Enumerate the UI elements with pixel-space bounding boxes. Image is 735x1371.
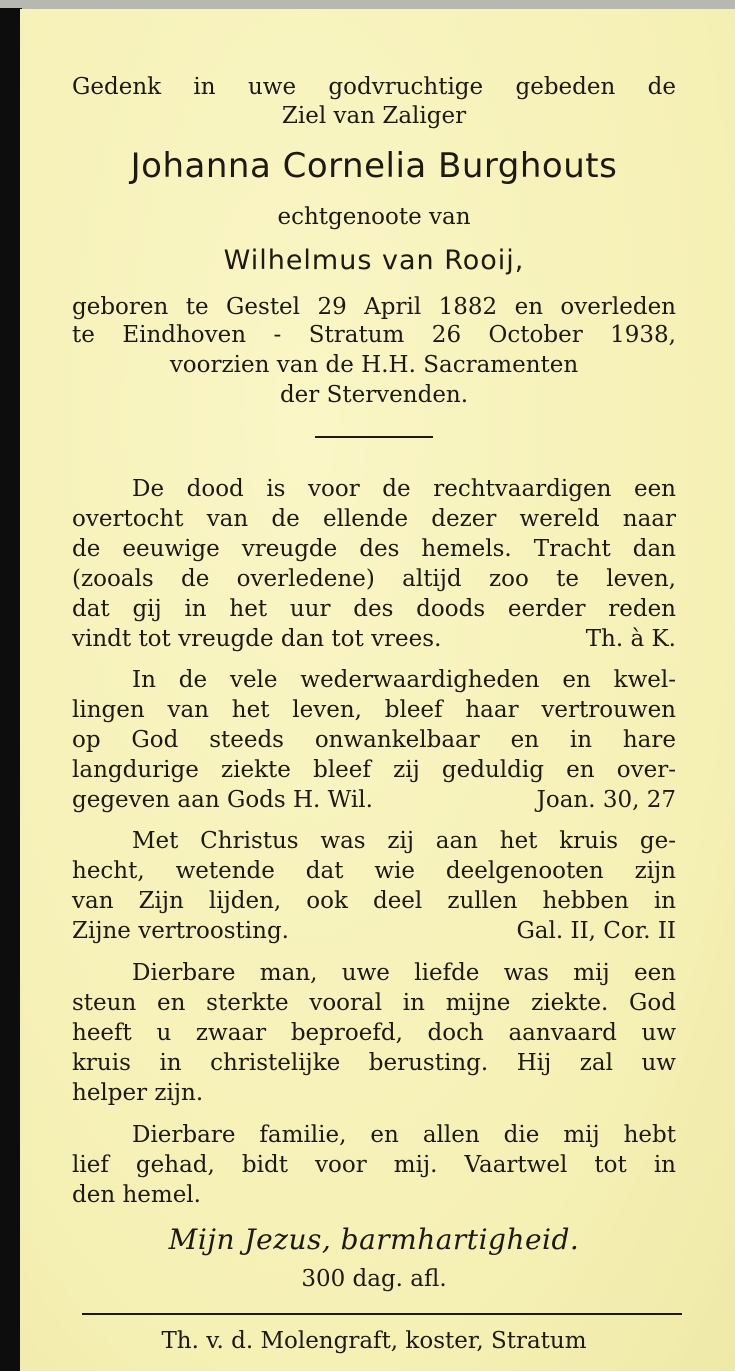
intro-line-1: Gedenk in uwe godvruchtige gebeden de [72,74,676,100]
memorial-card [20,9,735,1371]
p1-line-3: de eeuwige vreugde des hemels. Tracht dan [72,536,676,562]
p5-last-line: den hemel. [72,1182,201,1208]
p3-line-3: van Zijn lijden, ook deel zullen hebben in [72,888,676,914]
p1-reference: Th. à K. [585,626,676,652]
p4-line-2: steun en sterkte vooral in mijne ziekte. God [72,990,676,1016]
spouse-name: Wilhelmus van Rooij, [223,245,525,276]
p5-line-1: Dierbare familie, en allen die mij hebt [132,1122,676,1148]
p1-line-1: De dood is voor de rechtvaardigen een [132,476,676,502]
p2-line-1: In de vele wederwaardigheden en kwel- [132,667,676,693]
p3-line-2: hecht, wetende dat wie deelgenooten zijn [72,858,676,884]
divider-long [82,1313,682,1315]
deceased-name: Johanna Cornelia Burghouts [130,146,618,186]
dates-line-3: voorzien van de H.H. Sacramenten [169,352,579,378]
p2-last-line [72,786,676,814]
p3-last-line [72,917,676,945]
closing-prayer: Mijn Jezus, barmhartigheid. [168,1223,580,1256]
p4-line-4: kruis in christelijke berusting. Hij zal uw [72,1050,676,1076]
intro-line-2: Ziel van Zaliger [281,103,467,129]
p1-line-5: dat gij in het uur des doods eerder reden [72,596,676,622]
p4-line-3: heeft u zwaar beproefd, doch aanvaard uw [72,1020,676,1046]
dates-line-2: te Eindhoven - Stratum 26 October 1938, [72,322,676,348]
p3-reference: Gal. II, Cor. II [516,918,676,944]
p2-line-2: lingen van het leven, bleef haar vertrouwen [72,697,676,723]
p1-last-text: vindt tot vreugde dan tot vrees. [72,626,442,652]
dates-line-4: der Stervenden. [279,382,469,408]
p2-last-text: gegeven aan Gods H. Wil. [72,787,373,813]
card-left-border [0,8,22,1371]
p1-line-4: (zooals de overledene) altijd zoo te leven, [72,566,676,592]
p4-line-1: Dierbare man, uwe liefde was mij een [132,960,676,986]
p2-reference: Joan. 30, 27 [536,787,676,813]
p3-line-1: Met Christus was zij aan het kruis ge- [132,828,676,854]
p1-line-2: overtocht van de ellende dezer wereld naar [72,506,676,532]
indulgence: 300 dag. afl. [301,1266,447,1292]
p1-last-line [72,625,676,653]
printer-credit: Th. v. d. Molengraft, koster, Stratum [161,1328,587,1354]
p2-line-4: langdurige ziekte bleef zij geduldig en over- [72,757,676,783]
p4-last-line: helper zijn. [72,1080,204,1106]
p5-line-2: lief gehad, bidt voor mij. Vaartwel tot in [72,1152,676,1178]
p2-line-3: op God steeds onwankelbaar en in hare [72,727,676,753]
spouse-intro: echtgenoote van [277,204,471,230]
divider-short [315,436,433,438]
dates-line-1: geboren te Gestel 29 April 1882 en overleden [72,294,676,320]
p3-last-text: Zijne vertroosting. [72,918,289,944]
